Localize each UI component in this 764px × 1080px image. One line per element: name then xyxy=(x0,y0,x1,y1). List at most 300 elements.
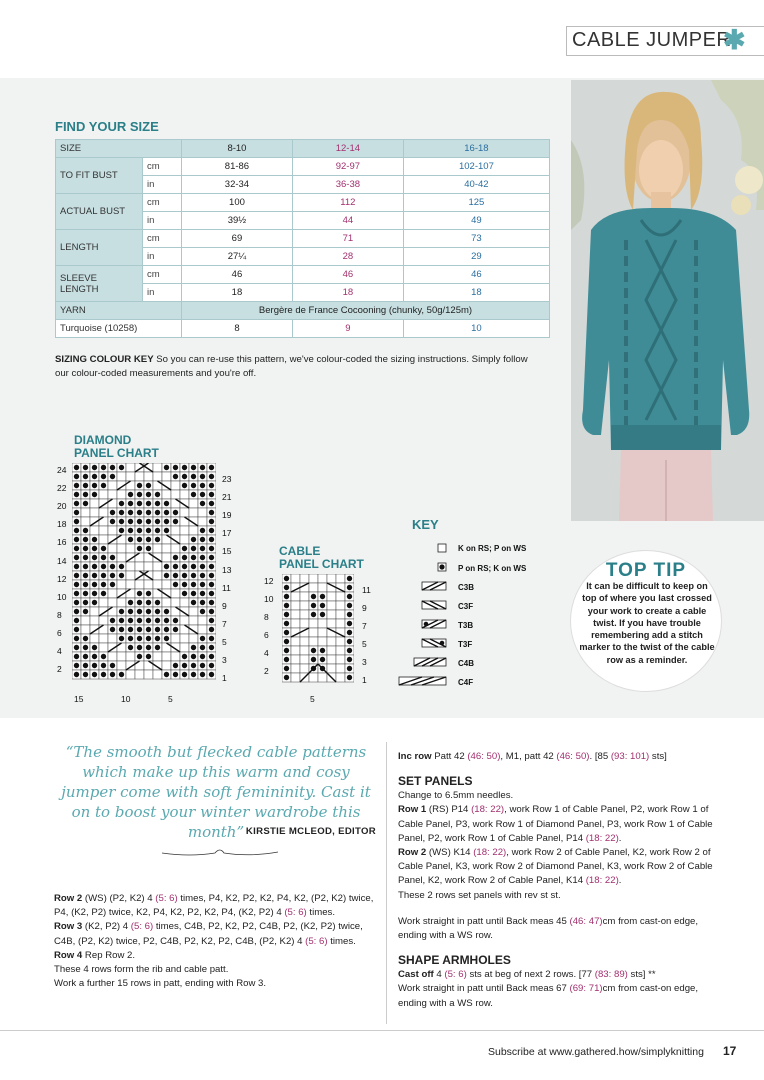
value-cell: 36-38 xyxy=(292,176,403,194)
chart-cell xyxy=(135,472,144,481)
purl-dot xyxy=(137,546,142,551)
purl-dot xyxy=(347,630,352,635)
chart-row-number: 20 xyxy=(57,501,67,512)
chart-cell xyxy=(180,643,189,652)
top-tip-text: It can be difficult to keep on top of where you last crossed your work to create a cable twist. If you have trouble remembering add a stitch marker to the twist of the cable row as a reminder. xyxy=(579,581,715,665)
purl-dot xyxy=(311,657,316,662)
chart-cell xyxy=(300,601,309,610)
purl-dot xyxy=(146,528,151,533)
editor-quote: “The smooth but flecked cable patterns which make up this warm and cosy jumper come with soft femininity. Cast it on to boost your winter wardrobe this month” xyxy=(61,743,371,841)
chart-cell xyxy=(309,583,318,592)
chart-cell xyxy=(336,655,345,664)
purl-dot xyxy=(164,564,169,569)
chart-cell xyxy=(180,634,189,643)
purl-dot xyxy=(83,645,88,650)
chart-cell xyxy=(90,616,99,625)
purl-dot xyxy=(119,609,124,614)
text-span: , work Row 1 of Cable Panel, P2, work Row 1 of Cable Panel, P3, work Row 1 of Diamond Panel, P3, work Row 1 of Cable Panel, P2, work Row 1 of Cable Panel, P14 xyxy=(398,804,713,844)
key-label-c3f: C3F xyxy=(458,602,474,611)
purl-dot xyxy=(83,474,88,479)
text-span: sts] ** xyxy=(627,969,656,981)
chart-cell xyxy=(327,619,336,628)
purl-dot xyxy=(173,510,178,515)
purl-dot xyxy=(191,465,196,470)
cast-off-label: Cast off xyxy=(398,969,434,981)
purl-dot xyxy=(83,492,88,497)
purl-dot xyxy=(164,627,169,632)
chart-row-number: 4 xyxy=(264,648,269,658)
purl-dot xyxy=(164,465,169,470)
purl-dot xyxy=(155,609,160,614)
purl-dot xyxy=(173,582,178,587)
purl-dot xyxy=(209,564,214,569)
purl-dot xyxy=(182,555,187,560)
purl-dot xyxy=(155,627,160,632)
purl-dot xyxy=(284,612,289,617)
purl-dot xyxy=(128,501,133,506)
value-cell: 8 xyxy=(182,320,293,338)
chart-cell xyxy=(108,526,117,535)
chart-cell xyxy=(309,619,318,628)
chart-cell xyxy=(327,610,336,619)
purl-dot xyxy=(83,465,88,470)
text-span: times. xyxy=(327,935,356,947)
purl-dot xyxy=(146,600,151,605)
text-span: (WS) K14 xyxy=(426,847,474,859)
purl-dot xyxy=(137,528,142,533)
chart-cell xyxy=(327,601,336,610)
chart-cell xyxy=(117,661,126,670)
chart-cell xyxy=(153,652,162,661)
purl-dot xyxy=(209,672,214,677)
chart-cell xyxy=(336,673,345,682)
chart-cell xyxy=(309,637,318,646)
chart-cell xyxy=(144,670,153,679)
key-label-t3b: T3B xyxy=(458,621,474,630)
text-span: (K2, P2) 4 xyxy=(82,921,131,933)
chart-cell xyxy=(99,526,108,535)
row-label: SLEEVE LENGTH xyxy=(56,266,143,302)
text-span: . xyxy=(618,832,622,844)
row-label: ACTUAL BUST xyxy=(56,194,143,230)
chart-cell xyxy=(153,472,162,481)
value-cell: 102-107 xyxy=(403,158,549,176)
purl-dot xyxy=(173,474,178,479)
value-cell: 46 xyxy=(292,266,403,284)
purl-dot xyxy=(83,546,88,551)
purl-dot xyxy=(155,645,160,650)
chart-row-number: 11 xyxy=(222,582,231,593)
purl-dot xyxy=(200,600,205,605)
table-row xyxy=(56,158,550,176)
purl-dot xyxy=(347,621,352,626)
chart-cell xyxy=(291,673,300,682)
work-straight-2-paragraph xyxy=(398,982,716,1010)
purl-dot xyxy=(146,591,151,596)
purl-dot xyxy=(284,648,289,653)
value-cell: 125 xyxy=(403,194,549,212)
purl-dot xyxy=(200,654,205,659)
purl-dot xyxy=(101,483,106,488)
chart-cell xyxy=(99,634,108,643)
purl-dot xyxy=(83,573,88,578)
chart-cell xyxy=(291,601,300,610)
purl-dot xyxy=(74,519,79,524)
purl-dot xyxy=(146,537,151,542)
chart-row-number: 5 xyxy=(310,694,315,704)
unit-cell: cm xyxy=(143,230,182,248)
purl-dot xyxy=(92,474,97,479)
purl-dot xyxy=(191,654,196,659)
chart-row-number: 23 xyxy=(222,474,232,484)
purl-dot xyxy=(110,618,115,623)
size-span: (5: 6) xyxy=(130,921,154,933)
chart-row-number: 15 xyxy=(74,694,84,704)
purl-dot xyxy=(137,537,142,542)
purl-dot xyxy=(347,666,352,671)
purl-dot xyxy=(128,600,133,605)
chart-row-number: 3 xyxy=(362,657,367,667)
chart-cell xyxy=(171,544,180,553)
purl-dot xyxy=(128,492,133,497)
key-label-c4b: C4B xyxy=(458,659,475,668)
chart-cell xyxy=(153,562,162,571)
purl-dot xyxy=(101,654,106,659)
purl-dot xyxy=(284,621,289,626)
purl-dot xyxy=(146,618,151,623)
purl-dot xyxy=(191,582,196,587)
purl-dot xyxy=(146,483,151,488)
chart-cell xyxy=(162,580,171,589)
chart-cell xyxy=(309,673,318,682)
chart-cell xyxy=(126,571,135,580)
chart-cell xyxy=(99,643,108,652)
chart-cell xyxy=(108,598,117,607)
yarn-value: Bergère de France Cocooning (chunky, 50g/125m) xyxy=(182,302,550,320)
text-span: , work Row 2 of Cable Panel, K2, work Row 2 of Cable Panel, K3, work Row 2 of Diamond Panel, K3, work Row 2 of Cable Panel, K2, work Row 2 of Cable Panel, K14 xyxy=(398,847,713,887)
purl-dot xyxy=(155,510,160,515)
purl-dot xyxy=(347,612,352,617)
value-cell: 112 xyxy=(292,194,403,212)
purl-dot xyxy=(209,474,214,479)
purl-dot xyxy=(209,654,214,659)
purl-dot xyxy=(101,573,106,578)
set-row2-paragraph xyxy=(398,846,716,889)
purl-dot xyxy=(209,519,214,524)
purl-dot xyxy=(173,519,178,524)
purl-dot xyxy=(92,564,97,569)
purl-dot xyxy=(101,672,106,677)
chart-cell xyxy=(309,574,318,583)
chart-row-number: 1 xyxy=(362,675,367,685)
value-cell: 18 xyxy=(403,284,549,302)
chart-cell xyxy=(291,664,300,673)
purl-dot xyxy=(119,672,124,677)
purl-dot xyxy=(311,603,316,608)
value-cell: 100 xyxy=(182,194,293,212)
colour-label: Turquoise (10258) xyxy=(56,320,182,338)
purl-dot xyxy=(83,483,88,488)
purl-dot xyxy=(155,618,160,623)
size-2: 12-14 xyxy=(292,140,403,158)
purl-dot xyxy=(137,600,142,605)
purl-dot xyxy=(119,519,124,524)
purl-dot xyxy=(164,672,169,677)
chart-cell xyxy=(300,664,309,673)
chart-row-number: 19 xyxy=(222,510,232,521)
chart-cell xyxy=(171,589,180,598)
purl-dot xyxy=(92,645,97,650)
text-span: , M1, patt 42 xyxy=(500,751,557,762)
page-number: 17 xyxy=(723,1044,737,1058)
purl-dot xyxy=(101,474,106,479)
purl-dot xyxy=(110,465,115,470)
purl-dot xyxy=(200,474,205,479)
purl-dot xyxy=(83,654,88,659)
model-photo xyxy=(571,80,764,521)
purl-dot xyxy=(137,492,142,497)
size-span: (5: 6) xyxy=(155,893,178,904)
chart-cell xyxy=(300,619,309,628)
purl-dot xyxy=(92,582,97,587)
chart-row-number: 21 xyxy=(222,492,232,503)
purl-dot xyxy=(74,483,79,488)
purl-dot xyxy=(83,582,88,587)
key-title: KEY xyxy=(412,517,439,532)
chart-cell xyxy=(189,526,198,535)
chart-cell xyxy=(108,652,117,661)
row3-label: Row 3 xyxy=(54,921,83,933)
purl-dot xyxy=(347,648,352,653)
purl-dot xyxy=(209,663,214,668)
chart-row-number: 3 xyxy=(222,655,227,665)
chart-row-number: 10 xyxy=(57,591,67,602)
text-span: Work straight in patt until Back meas 45 xyxy=(398,915,570,927)
chart-cell xyxy=(81,616,90,625)
chart-cell xyxy=(126,472,135,481)
value-cell: 92-97 xyxy=(292,158,403,176)
purl-dot xyxy=(74,663,79,668)
purl-dot xyxy=(209,645,214,650)
purl-dot xyxy=(200,573,205,578)
chart-cell xyxy=(180,526,189,535)
chart-cell xyxy=(117,544,126,553)
chart-cell xyxy=(327,646,336,655)
chart-row-number: 16 xyxy=(57,537,67,548)
chart-row-number: 5 xyxy=(362,639,367,649)
purl-dot xyxy=(128,537,133,542)
size-1: 8-10 xyxy=(182,140,293,158)
purl-dot xyxy=(74,645,79,650)
chart-row-number: 10 xyxy=(121,694,131,704)
chart-cell xyxy=(126,580,135,589)
chart-cell xyxy=(318,583,327,592)
purl-dot xyxy=(191,573,196,578)
purl-dot xyxy=(110,474,115,479)
purl-dot xyxy=(146,636,151,641)
chart-cell xyxy=(171,526,180,535)
text-line: Work a further 15 rows in patt, ending with Row 3. xyxy=(54,978,267,990)
text-span: (WS) (P2, K2) 4 xyxy=(82,893,156,904)
purl-dot xyxy=(110,663,115,668)
purl-dot xyxy=(74,627,79,632)
purl-dot xyxy=(146,510,151,515)
chart-cell xyxy=(327,664,336,673)
purl-dot xyxy=(110,573,115,578)
purl-dot xyxy=(182,582,187,587)
purl-dot xyxy=(320,603,325,608)
value-cell: 46 xyxy=(403,266,549,284)
purl-dot xyxy=(347,675,352,680)
chart-cell xyxy=(171,481,180,490)
purl-dot xyxy=(200,492,205,497)
purl-dot xyxy=(74,636,79,641)
purl-dot xyxy=(347,639,352,644)
purl-dot xyxy=(74,654,79,659)
cable-title-line2: PANEL CHART xyxy=(279,557,364,571)
purl-dot xyxy=(155,519,160,524)
chart-cell xyxy=(198,517,207,526)
purl-dot xyxy=(74,609,79,614)
purl-dot xyxy=(146,609,151,614)
flourish-divider xyxy=(160,845,280,859)
purl-dot xyxy=(182,672,187,677)
chart-cell xyxy=(180,535,189,544)
text-span: 4 xyxy=(433,969,445,981)
chart-row-number: 2 xyxy=(264,666,269,676)
purl-dot xyxy=(209,483,214,488)
chart-cell xyxy=(81,517,90,526)
purl-dot xyxy=(119,501,124,506)
value-cell: 9 xyxy=(292,320,403,338)
purl-dot xyxy=(200,609,205,614)
yarn-label: YARN xyxy=(56,302,182,320)
purl-dot xyxy=(200,501,205,506)
chart-cell xyxy=(336,592,345,601)
purl-dot xyxy=(74,474,79,479)
chart-cell xyxy=(90,607,99,616)
purl-dot xyxy=(92,555,97,560)
purl-dot xyxy=(200,582,205,587)
purl-dot xyxy=(320,612,325,617)
purl-dot xyxy=(173,465,178,470)
purl-dot xyxy=(101,465,106,470)
chart-cell xyxy=(180,490,189,499)
chart-cell xyxy=(327,655,336,664)
chart-cell xyxy=(126,562,135,571)
chart-cell xyxy=(336,664,345,673)
purl-dot xyxy=(119,465,124,470)
purl-dot xyxy=(101,582,106,587)
chart-cell xyxy=(300,610,309,619)
column-divider xyxy=(386,742,387,1024)
purl-dot xyxy=(155,636,160,641)
asterisk-icon: ✱ xyxy=(723,25,746,55)
purl-dot xyxy=(128,528,133,533)
chart-cell xyxy=(300,637,309,646)
size-label: SIZE xyxy=(56,140,182,158)
purl-dot xyxy=(191,564,196,569)
purl-dot xyxy=(128,636,133,641)
purl-dot xyxy=(119,636,124,641)
section-title: CABLE JUMPER xyxy=(572,29,732,51)
purl-dot xyxy=(146,627,151,632)
value-cell: 81-86 xyxy=(182,158,293,176)
instructions-right xyxy=(398,750,716,1011)
chart-cell xyxy=(153,670,162,679)
purl-dot xyxy=(320,594,325,599)
size-span: (69: 71) xyxy=(569,983,603,995)
chart-cell xyxy=(162,544,171,553)
purl-dot xyxy=(311,594,316,599)
purl-dot xyxy=(200,663,205,668)
purl-dot xyxy=(284,657,289,662)
chart-cell xyxy=(291,637,300,646)
purl-dot xyxy=(83,636,88,641)
chart-cell xyxy=(300,574,309,583)
purl-dot xyxy=(74,582,79,587)
purl-dot xyxy=(191,591,196,596)
purl-dot xyxy=(92,573,97,578)
purl-dot xyxy=(74,600,79,605)
purl-dot xyxy=(92,672,97,677)
chart-row-number: 10 xyxy=(264,594,274,604)
purl-dot xyxy=(191,555,196,560)
row2-label: Row 2 xyxy=(54,893,83,904)
chart-row-number: 18 xyxy=(57,519,67,530)
value-cell: 71 xyxy=(292,230,403,248)
purl-dot xyxy=(209,555,214,560)
purl-dot xyxy=(110,672,115,677)
purl-dot xyxy=(311,648,316,653)
purl-dot xyxy=(347,585,352,590)
chart-cell xyxy=(291,619,300,628)
size-span: (18: 22) xyxy=(585,832,619,844)
purl-dot xyxy=(200,546,205,551)
chart-cell xyxy=(126,463,135,472)
size-3: 16-18 xyxy=(403,140,549,158)
purl-dot xyxy=(155,492,160,497)
text-span: cm from cast-on edge, ending with a WS row. xyxy=(398,983,699,1009)
chart-cell xyxy=(117,580,126,589)
purl-dot xyxy=(83,537,88,542)
purl-dot xyxy=(92,591,97,596)
chart-cell xyxy=(108,634,117,643)
purl-dot xyxy=(119,528,124,533)
chart-cell xyxy=(144,472,153,481)
purl-dot xyxy=(209,465,214,470)
purl-dot xyxy=(101,564,106,569)
purl-dot xyxy=(164,618,169,623)
chart-cell xyxy=(189,499,198,508)
purl-dot xyxy=(155,528,160,533)
chart-cell xyxy=(327,637,336,646)
top-tip-title: TOP TIP xyxy=(605,560,687,581)
unit-cell: in xyxy=(143,284,182,302)
purl-dot xyxy=(284,666,289,671)
chart-cell xyxy=(162,652,171,661)
value-cell: 49 xyxy=(403,212,549,230)
chart-cell xyxy=(189,607,198,616)
purl-dot xyxy=(83,663,88,668)
text-span: sts at beg of next 2 rows. [77 xyxy=(466,969,595,981)
purl-dot xyxy=(182,654,187,659)
text-span: Work straight in patt until Back meas 67 xyxy=(398,983,570,995)
purl-dot xyxy=(83,591,88,596)
value-cell: 73 xyxy=(403,230,549,248)
purl-dot xyxy=(347,594,352,599)
purl-dot xyxy=(74,528,79,533)
